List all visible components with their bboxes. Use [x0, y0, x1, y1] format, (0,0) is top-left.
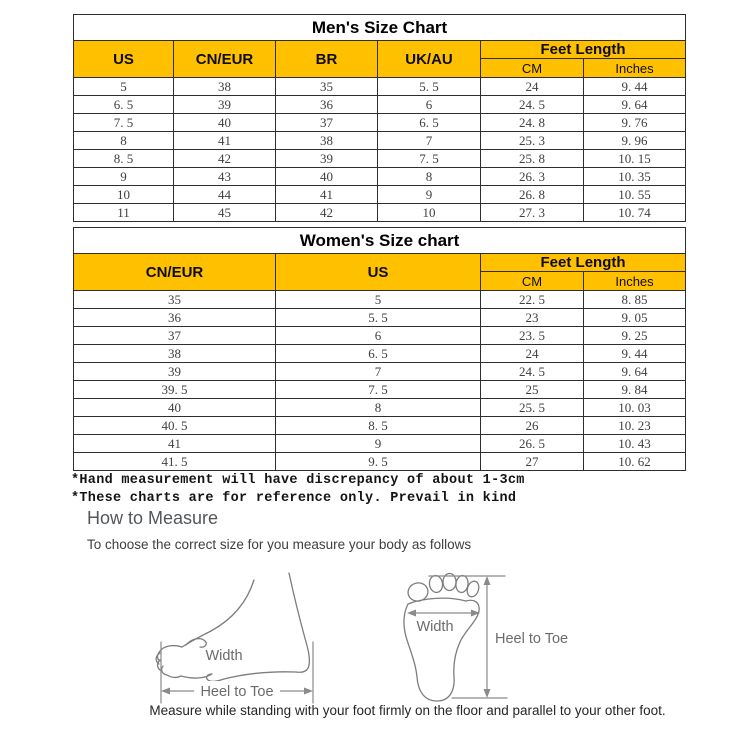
- side-view-length-label: Heel to Toe: [200, 684, 274, 700]
- table-row: [74, 417, 686, 435]
- table-cell: 5. 5: [276, 309, 481, 327]
- table-cell: 10. 15: [584, 150, 686, 168]
- column-header-us: US: [74, 41, 174, 78]
- table-cell: 9. 76: [584, 114, 686, 132]
- table-cell: 7. 5: [378, 150, 481, 168]
- table-cell: 25. 5: [481, 399, 584, 417]
- table-cell: 24. 8: [481, 114, 584, 132]
- table-cell: 41: [74, 435, 276, 453]
- table-cell: 7. 5: [74, 114, 174, 132]
- table-row: [74, 453, 686, 471]
- table-cell: 23: [481, 309, 584, 327]
- table-cell: 9. 5: [276, 453, 481, 471]
- table-cell: 9. 64: [584, 363, 686, 381]
- womens-size-table: [73, 227, 686, 471]
- mens-chart-title: Men's Size Chart: [74, 15, 686, 41]
- arrow-right-icon: [304, 688, 313, 695]
- table-cell: 8. 5: [276, 417, 481, 435]
- table-cell: 9. 05: [584, 309, 686, 327]
- how-to-measure-title: How to Measure: [87, 508, 219, 528]
- table-cell: 38: [174, 78, 276, 96]
- table-cell: 24: [481, 78, 584, 96]
- table-row: [74, 78, 686, 96]
- column-header-feet-length: Feet Length: [481, 41, 686, 59]
- table-cell: 6. 5: [276, 345, 481, 363]
- table-cell: 35: [74, 291, 276, 309]
- table-cell: 26. 8: [481, 186, 584, 204]
- table-cell: 41: [276, 186, 378, 204]
- table-cell: 35: [276, 78, 378, 96]
- table-cell: 26. 3: [481, 168, 584, 186]
- table-row: [74, 381, 686, 399]
- table-cell: 36: [74, 309, 276, 327]
- table-cell: 38: [276, 132, 378, 150]
- top-view-width-label: Width: [416, 619, 454, 635]
- top-view-length-label: Heel to Toe: [495, 631, 569, 647]
- note-reference-only: *These charts are for reference only. Prevail in kind: [71, 490, 517, 506]
- table-cell: 39. 5: [74, 381, 276, 399]
- table-cell: 39: [276, 150, 378, 168]
- mens-table-header-row: [74, 41, 686, 59]
- table-cell: 10: [378, 204, 481, 222]
- table-cell: 9. 25: [584, 327, 686, 345]
- table-cell: 25. 3: [481, 132, 584, 150]
- table-cell: 8: [74, 132, 174, 150]
- table-cell: 9: [74, 168, 174, 186]
- table-row: [74, 363, 686, 381]
- table-cell: 9. 64: [584, 96, 686, 114]
- arrow-down-icon: [484, 689, 491, 698]
- womens-table-body: [74, 291, 686, 471]
- table-cell: 10. 62: [584, 453, 686, 471]
- table-row: [74, 345, 686, 363]
- table-cell: 8. 5: [74, 150, 174, 168]
- table-row: [74, 435, 686, 453]
- table-cell: 25: [481, 381, 584, 399]
- table-row: [74, 186, 686, 204]
- table-cell: 9. 44: [584, 345, 686, 363]
- table-cell: 9. 44: [584, 78, 686, 96]
- table-cell: 39: [174, 96, 276, 114]
- how-to-measure-subtitle: To choose the correct size for you measure your body as follows: [87, 537, 472, 552]
- table-cell: 40. 5: [74, 417, 276, 435]
- table-cell: 45: [174, 204, 276, 222]
- table-row: [74, 204, 686, 222]
- table-cell: 7. 5: [276, 381, 481, 399]
- table-cell: 27. 3: [481, 204, 584, 222]
- womens-table-title-row: [74, 228, 686, 254]
- arrow-left-icon: [161, 688, 170, 695]
- table-cell: 37: [74, 327, 276, 345]
- table-row: [74, 132, 686, 150]
- womens-chart-title: Women's Size chart: [74, 228, 686, 254]
- column-header-inches: Inches: [584, 59, 686, 78]
- table-cell: 9. 96: [584, 132, 686, 150]
- disclaimer-notes: [71, 472, 525, 507]
- table-cell: 41. 5: [74, 453, 276, 471]
- table-cell: 27: [481, 453, 584, 471]
- table-cell: 8: [276, 399, 481, 417]
- table-cell: 22. 5: [481, 291, 584, 309]
- table-cell: 40: [276, 168, 378, 186]
- table-cell: 9. 84: [584, 381, 686, 399]
- column-header-cn-eur: CN/EUR: [174, 41, 276, 78]
- mens-table-title-row: [74, 15, 686, 41]
- column-header-inches: Inches: [584, 272, 686, 291]
- column-header-cm: CM: [481, 59, 584, 78]
- table-cell: 5: [74, 78, 174, 96]
- table-cell: 41: [174, 132, 276, 150]
- table-cell: 5: [276, 291, 481, 309]
- table-cell: 44: [174, 186, 276, 204]
- table-cell: 42: [174, 150, 276, 168]
- table-cell: 24: [481, 345, 584, 363]
- table-cell: 10. 35: [584, 168, 686, 186]
- arrow-left-icon: [407, 610, 416, 617]
- table-cell: 10. 55: [584, 186, 686, 204]
- table-cell: 6. 5: [378, 114, 481, 132]
- column-header-cn-eur: CN/EUR: [74, 254, 276, 291]
- column-header-br: BR: [276, 41, 378, 78]
- table-row: [74, 114, 686, 132]
- arrow-up-icon: [484, 576, 491, 585]
- table-cell: 38: [74, 345, 276, 363]
- table-cell: 7: [378, 132, 481, 150]
- column-header-uk-au: UK/AU: [378, 41, 481, 78]
- table-cell: 8: [378, 168, 481, 186]
- table-cell: 36: [276, 96, 378, 114]
- table-row: [74, 327, 686, 345]
- table-cell: 10. 23: [584, 417, 686, 435]
- column-header-feet-length: Feet Length: [481, 254, 686, 272]
- table-cell: 6: [276, 327, 481, 345]
- foot-top-view-diagram: [395, 556, 610, 706]
- measure-instruction-caption: Measure while standing with your foot firmly on the floor and parallel to your other foot.: [149, 703, 666, 718]
- table-cell: 24. 5: [481, 363, 584, 381]
- table-cell: 10. 74: [584, 204, 686, 222]
- table-cell: 6: [378, 96, 481, 114]
- table-cell: 40: [74, 399, 276, 417]
- table-cell: 5. 5: [378, 78, 481, 96]
- foot-side-view-diagram: [148, 568, 328, 708]
- table-cell: 8. 85: [584, 291, 686, 309]
- table-row: [74, 291, 686, 309]
- table-cell: 6. 5: [74, 96, 174, 114]
- side-view-width-label: Width: [205, 648, 243, 664]
- table-cell: 7: [276, 363, 481, 381]
- table-cell: 25. 8: [481, 150, 584, 168]
- column-header-cm: CM: [481, 272, 584, 291]
- table-row: [74, 168, 686, 186]
- table-cell: 26. 5: [481, 435, 584, 453]
- table-cell: 10. 43: [584, 435, 686, 453]
- table-row: [74, 399, 686, 417]
- table-cell: 24. 5: [481, 96, 584, 114]
- table-cell: 23. 5: [481, 327, 584, 345]
- table-cell: 9: [378, 186, 481, 204]
- column-header-us: US: [276, 254, 481, 291]
- table-row: [74, 150, 686, 168]
- table-cell: 10: [74, 186, 174, 204]
- table-cell: 11: [74, 204, 174, 222]
- mens-size-table: [73, 14, 686, 222]
- table-cell: 39: [74, 363, 276, 381]
- table-row: [74, 96, 686, 114]
- table-cell: 10. 03: [584, 399, 686, 417]
- table-cell: 42: [276, 204, 378, 222]
- table-cell: 43: [174, 168, 276, 186]
- note-hand-measurement: *Hand measurement will have discrepancy of about 1-3cm: [71, 473, 525, 488]
- table-row: [74, 309, 686, 327]
- table-cell: 9: [276, 435, 481, 453]
- womens-table-header-row: [74, 254, 686, 272]
- table-cell: 40: [174, 114, 276, 132]
- table-cell: 26: [481, 417, 584, 435]
- table-cell: 37: [276, 114, 378, 132]
- mens-table-body: [74, 78, 686, 222]
